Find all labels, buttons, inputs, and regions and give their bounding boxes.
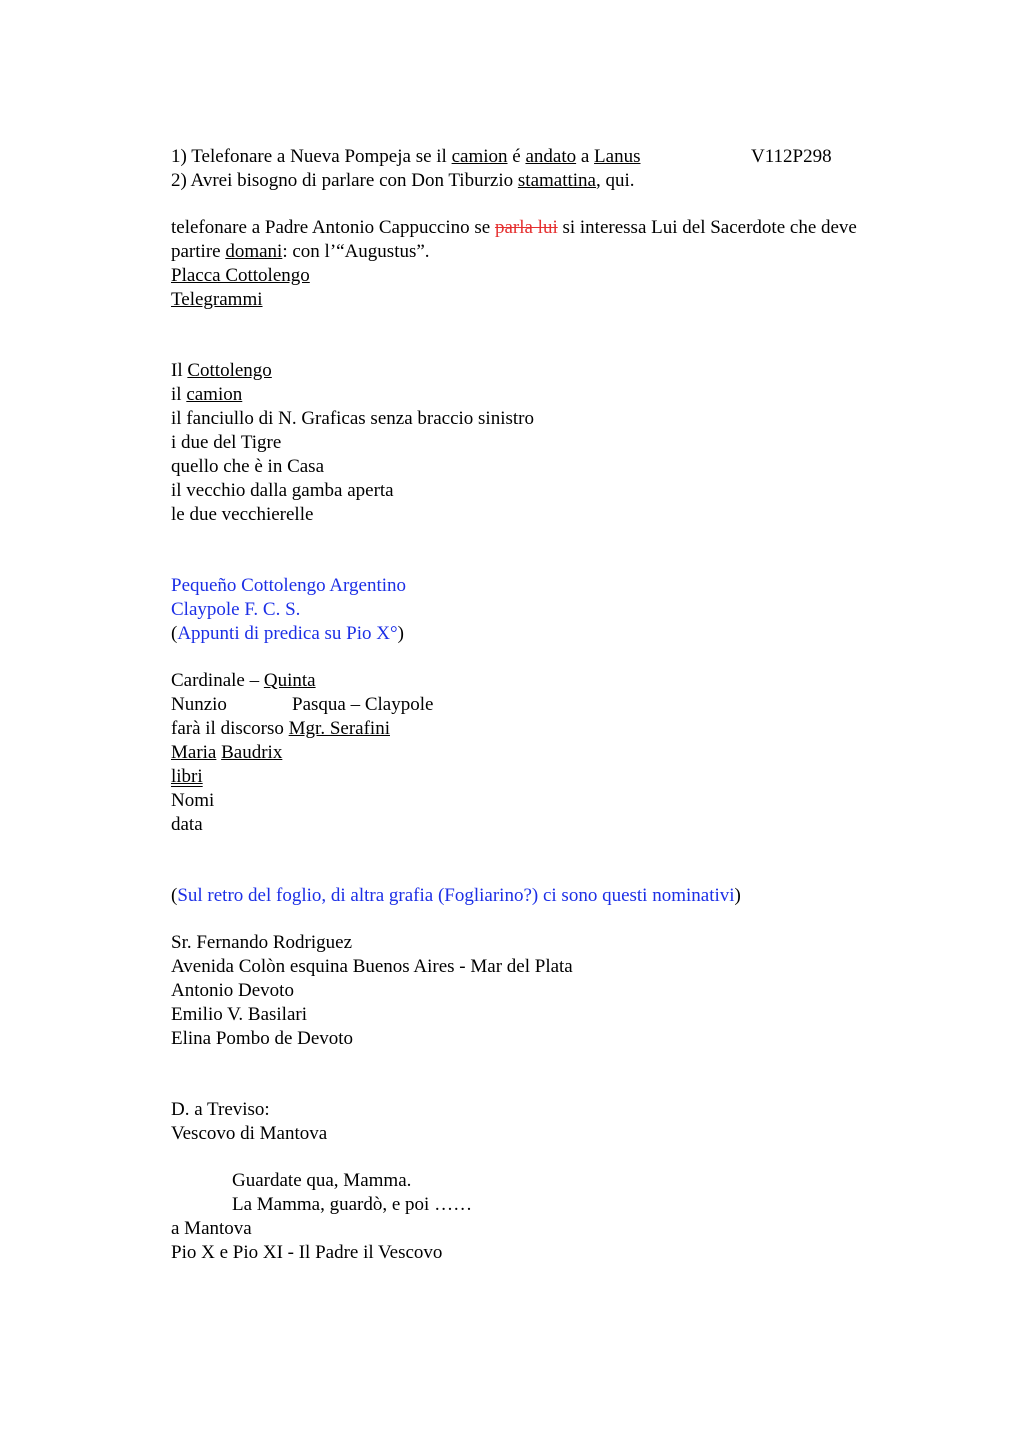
text: 2) Avrei bisogno di parlare con Don Tiburzio xyxy=(171,170,518,191)
text: a xyxy=(576,146,595,167)
list2-line-6: Nomi xyxy=(171,790,215,811)
underlined-text: domani xyxy=(225,241,283,262)
paren: ) xyxy=(734,885,741,906)
list1-line-3: il fanciullo di N. Graficas senza braccio sinistro xyxy=(171,408,534,429)
text: Pasqua – Claypole xyxy=(292,694,434,715)
document-body xyxy=(171,145,951,1265)
final-line-2: Vescovo di Mantova xyxy=(171,1123,328,1144)
underlined-text: Cottolengo xyxy=(187,360,272,381)
final-line-1: D. a Treviso: xyxy=(171,1099,270,1120)
name-line-2: Avenida Colòn esquina Buenos Aires - Mar del Plata xyxy=(171,956,573,977)
note-paragraph-line-2 xyxy=(171,240,951,264)
struck-text: parla lui xyxy=(494,217,558,238)
underlined-text: camion xyxy=(186,384,243,405)
underlined-text: andato xyxy=(525,146,577,167)
underlined-text: Quinta xyxy=(263,670,316,691)
underlined-text: Placca Cottolengo xyxy=(171,265,310,286)
list1-line-6: il vecchio dalla gamba aperta xyxy=(171,480,394,501)
list2-line-7: data xyxy=(171,814,203,835)
list2-line-5 xyxy=(171,765,951,789)
double-underlined-text: libri xyxy=(171,766,203,787)
text: partire xyxy=(171,241,226,262)
list2-line-2 xyxy=(171,693,951,717)
retro-note xyxy=(171,884,951,908)
paren: ( xyxy=(171,885,178,906)
text: Cardinale – xyxy=(171,670,264,691)
paren: ) xyxy=(397,623,404,644)
blue-line-3 xyxy=(171,622,951,646)
final-line-6: Pio X e Pio XI - Il Padre il Vescovo xyxy=(171,1242,443,1263)
telegrammi-line xyxy=(171,288,951,312)
underlined-text: Baudrix xyxy=(221,742,283,763)
underlined-text: Telegrammi xyxy=(171,289,263,310)
placca-line xyxy=(171,264,951,288)
text: Nunzio xyxy=(171,694,227,715)
note-paragraph-line-1 xyxy=(171,216,951,240)
underlined-text: Maria xyxy=(171,742,217,763)
name-line-3: Antonio Devoto xyxy=(171,980,294,1001)
underlined-text: Mgr. Serafini xyxy=(288,718,390,739)
paren: ( xyxy=(171,623,178,644)
list1-line-1 xyxy=(171,359,951,383)
text: si interessa Lui del Sacerdote che deve xyxy=(557,217,857,238)
text: il xyxy=(171,384,187,405)
text: é xyxy=(507,146,526,167)
name-line-1: Sr. Fernando Rodriguez xyxy=(171,932,353,953)
list2-line-1 xyxy=(171,669,951,693)
text: Il xyxy=(171,360,188,381)
text: : con l’“Augustus”. xyxy=(282,241,430,262)
list1-line-5: quello che è in Casa xyxy=(171,456,325,477)
name-line-5: Elina Pombo de Devoto xyxy=(171,1028,354,1049)
list2-line-4 xyxy=(171,741,951,765)
final-line-5: a Mantova xyxy=(171,1218,252,1239)
text: telefonare a Padre Antonio Cappuccino se xyxy=(171,217,495,238)
text: , qui. xyxy=(595,170,635,191)
name-line-4: Emilio V. Basilari xyxy=(171,1004,307,1025)
final-line-4: La Mamma, guardò, e poi …… xyxy=(232,1194,473,1215)
list1-line-2 xyxy=(171,383,951,407)
text: 1) Telefonare a Nueva Pompeja se il xyxy=(171,146,452,167)
blue-text: Appunti di predica su Pio X° xyxy=(177,623,398,644)
blue-line-1: Pequeño Cottolengo Argentino xyxy=(171,575,407,596)
underlined-text: Lanus xyxy=(594,146,641,167)
blue-text: Sul retro del foglio, di altra grafia (Fogliarino?) ci sono questi nominativi xyxy=(177,885,735,906)
note-item-1 xyxy=(171,145,951,169)
underlined-text: camion xyxy=(451,146,508,167)
underlined-text: stamattina xyxy=(517,170,596,191)
list1-line-7: le due vecchierelle xyxy=(171,504,314,525)
text: farà il discorso xyxy=(171,718,289,739)
note-item-2 xyxy=(171,169,951,193)
list1-line-4: i due del Tigre xyxy=(171,432,282,453)
list2-line-3 xyxy=(171,717,951,741)
document-code: V112P298 xyxy=(751,146,832,167)
blue-line-2: Claypole F. C. S. xyxy=(171,599,301,620)
final-line-3: Guardate qua, Mamma. xyxy=(232,1170,412,1191)
